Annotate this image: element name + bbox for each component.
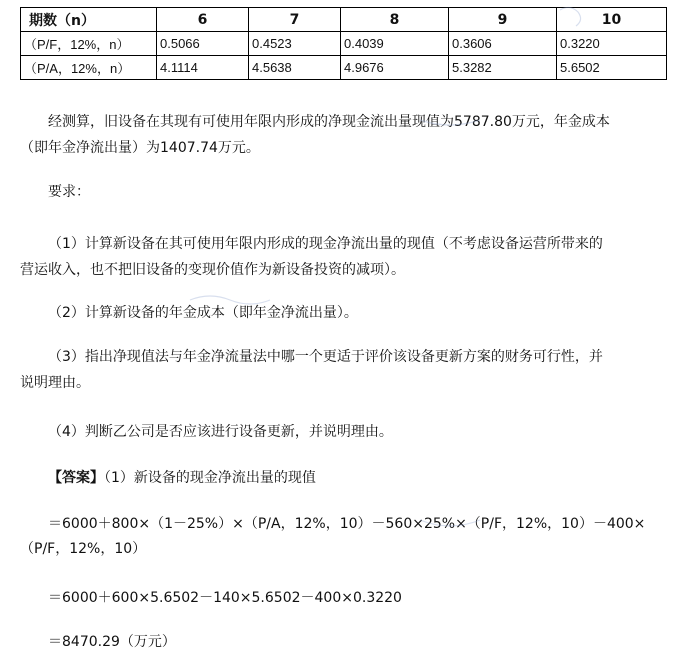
table-cell: 0.4039 <box>341 32 449 56</box>
table-cell: 0.3606 <box>449 32 557 56</box>
paragraph-old-equipment-line2: （即年金净流出量）为1407.74万元。 <box>20 140 260 156</box>
table-cell: 5.6502 <box>557 56 667 80</box>
table-cell: 0.3220 <box>557 32 667 56</box>
header-cell: 10 <box>557 8 667 32</box>
table-row <box>21 32 667 56</box>
discount-factor-table <box>20 7 667 80</box>
answer-title: （1）新设备的现金净流出量的现值 <box>104 470 316 486</box>
header-cell: 9 <box>449 8 557 32</box>
table-cell: 0.4523 <box>249 32 341 56</box>
calculation-line3: ＝6000＋600×5.6502－140×5.6502－400×0.3220 <box>48 590 402 606</box>
requirement-heading: 要求： <box>48 184 90 200</box>
table-cell: 5.3282 <box>449 56 557 80</box>
row-label-pa: （P/A，12%，n） <box>21 56 157 80</box>
header-cell: 7 <box>249 8 341 32</box>
header-cell-period: 期数（n） <box>21 8 157 32</box>
row-label-pf: （P/F，12%，n） <box>21 32 157 56</box>
calculation-line1: ＝6000＋800×（1－25%）×（P/A，12%，10）－560×25%×（P/F，12%，10）－400× <box>48 516 646 532</box>
question-1-line2: 营运收入，也不把旧设备的变现价值作为新设备投资的减项）。 <box>20 262 405 278</box>
table-cell: 0.5066 <box>157 32 249 56</box>
question-3-line2: 说明理由。 <box>20 375 90 391</box>
question-1-line1: （1）计算新设备在其可使用年限内形成的现金净流出量的现值（不考虑设备运营所带来的 <box>48 236 603 252</box>
table-cell: 4.5638 <box>249 56 341 80</box>
table-cell: 4.9676 <box>341 56 449 80</box>
answer-heading <box>20 466 679 490</box>
table-row <box>21 56 667 80</box>
question-3-line1: （3）指出净现值法与年金净流量法中哪一个更适于评价该设备更新方案的财务可行性，并 <box>48 349 603 365</box>
table-header-row <box>21 8 667 32</box>
answer-label: 【答案】 <box>48 470 104 486</box>
question-2: （2）计算新设备的年金成本（即年金净流出量）。 <box>48 305 358 321</box>
calculation-result: ＝8470.29（万元） <box>48 634 176 650</box>
table-cell: 4.1114 <box>157 56 249 80</box>
paragraph-old-equipment-line1: 经测算，旧设备在其现有可使用年限内形成的净现金流出量现值为5787.80万元，年金成本 <box>48 114 610 130</box>
header-cell: 8 <box>341 8 449 32</box>
header-cell: 6 <box>157 8 249 32</box>
calculation-line2: （P/F，12%，10） <box>20 541 147 557</box>
question-4: （4）判断乙公司是否应该进行设备更新，并说明理由。 <box>48 424 393 440</box>
